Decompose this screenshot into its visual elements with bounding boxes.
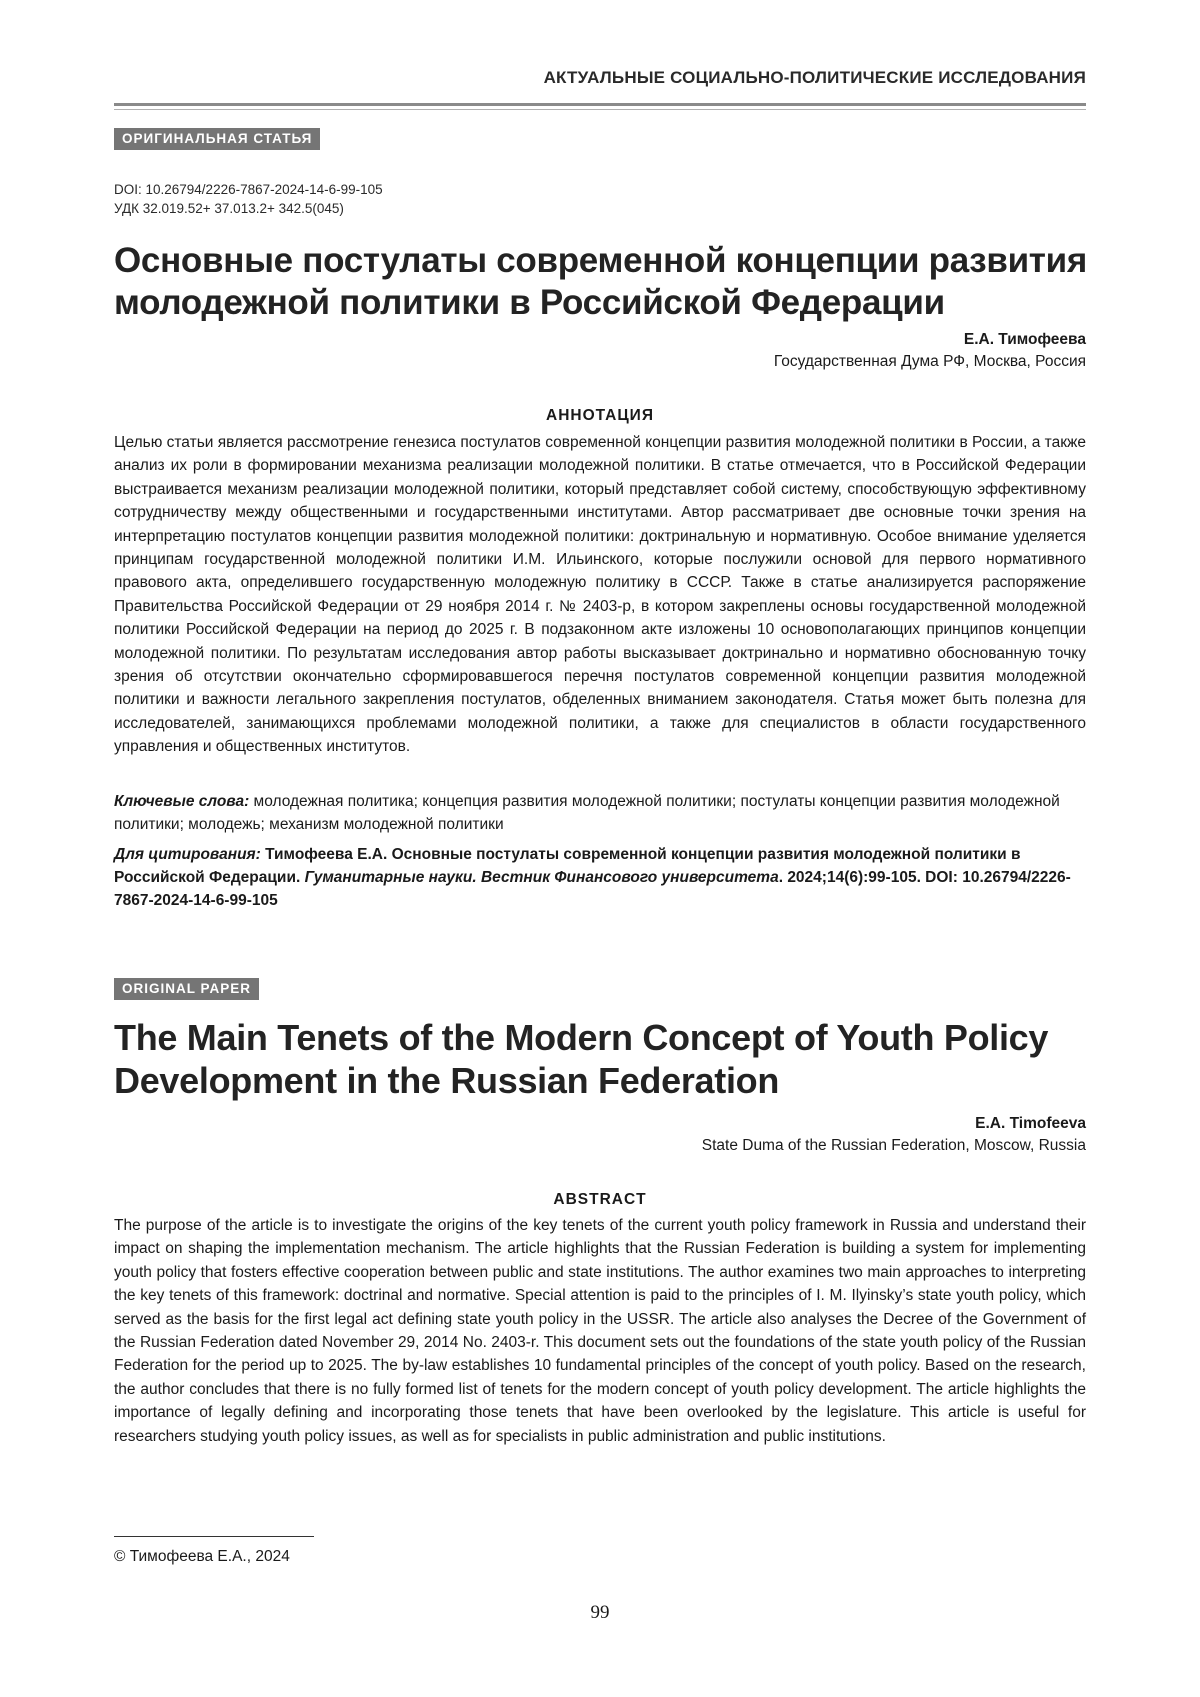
citation [114, 843, 1086, 912]
running-head: АКТУАЛЬНЫЕ СОЦИАЛЬНО-ПОЛИТИЧЕСКИЕ ИССЛЕДОВАНИЯ [543, 68, 1086, 87]
author-affiliation-ru: Государственная Дума РФ, Москва, Россия [773, 353, 1086, 370]
abstract-en: The purpose of the article is to investigate the origins of the key tenets of the current youth policy framework in Russia and understand their impact on shaping the implementation mechanism. The article highlights that the Russian Federation is building a system for implementing youth policy that fosters effective cooperation between public and state institutions. The author examines two main approaches to interpreting the key tenets of this framework: doctrinal and normative. Special attention is paid to the principles of I. M. Ilyinsky’s state youth policy, which served as the basis for the first legal act defining state youth policy in the USSR. The article also analyses the Decree of the Government of the Russian Federation dated November 29, 2014 No. 2403-r. This document sets out the foundations of the state youth policy of the Russian Federation for the period up to 2025. The by-law establishes 10 fundamental principles of the concept of youth policy. Based on the research, the author concludes that there is no fully formed list of tenets for the modern concept of youth policy development. The article highlights the importance of legally defining and incorporating those tenets that have been overlooked by the legislature. This article is useful for researchers studying youth policy issues, as well as for specialists in public administration and public institutions. [114, 1217, 1086, 1445]
keywords-label: Ключевые слова: [114, 793, 250, 810]
keywords-text: молодежная политика; концепция развития молодежной политики; постулаты концепции развития молодежной политики; молодежь; механизм молодежной политики [114, 793, 1060, 833]
article-type-badge-ru: ОРИГИНАЛЬНАЯ СТАТЬЯ [114, 128, 320, 150]
citation-authors-title: Тимофеева Е.А. Основные постулаты современной концепции развития молодежной политики в Российской Федерации. [114, 846, 1021, 886]
citation-tail: . 2024;14(6):99-105. DOI: 10.26794/2226-7867-2024-14-6-99-105 [114, 869, 1071, 909]
abstract-heading-en: ABSTRACT [553, 1191, 647, 1208]
author-block-ru [774, 329, 1086, 373]
footnote-rule [114, 1536, 314, 1537]
citation-label: Для цитирования: [114, 846, 261, 863]
author-name-ru: Е.А. Тимофеева [963, 331, 1086, 348]
abstract-heading-ru: АННОТАЦИЯ [546, 407, 654, 424]
article-title-ru: Основные постулаты современной концепции развития молодежной политики в Российской Федерации [114, 241, 1087, 322]
article-type-badge-en: ORIGINAL PAPER [114, 978, 259, 1000]
author-block-en [702, 1113, 1086, 1157]
header-rule-thin [114, 109, 1086, 110]
copyright: © Тимофеева Е.А., 2024 [114, 1548, 290, 1565]
doi: DOI: 10.26794/2226-7867-2024-14-6-99-105 [114, 182, 383, 197]
identifiers [114, 180, 383, 218]
udc: УДК 32.019.52+ 37.013.2+ 342.5(045) [114, 201, 344, 216]
author-affiliation-en: State Duma of the Russian Federation, Moscow, Russia [701, 1137, 1086, 1154]
author-name-en: E.A. Timofeeva [975, 1115, 1086, 1132]
article-title-en: The Main Tenets of the Modern Concept of Youth Policy Development in the Russian Federation [114, 1017, 1049, 1101]
header-rule [114, 103, 1086, 106]
page-number: 99 [590, 1602, 610, 1623]
keywords-ru [114, 790, 1086, 836]
abstract-ru: Целью статьи является рассмотрение генезиса постулатов современной концепции развития молодежной политики в России, а также анализ их роли в формировании механизма реализации молодежной политики. В статье отмечается, что в Российской Федерации выстраивается механизм реализации молодежной политики, который представляет собой систему, способствующую эффективному сотрудничеству между общественными и государственными институтами. Автор рассматривает две основные точки зрения на интерпретацию постулатов концепции развития молодежной политики: доктринальную и нормативную. Особое внимание уделяется принципам государственной молодежной политики И.М. Ильинского, которые послужили основой для первого нормативного правового акта, определившего государственную молодежную политику в СССР. Также в статье анализируется распоряжение Правительства Российской Федерации от 29 ноября 2014 г. № 2403-р, в котором закреплены основы государственной молодежной политики Российской Федерации на период до 2025 г. В подзаконном акте изложены 10 основополагающих принципов концепции молодежной политики. По результатам исследования автор работы высказывает доктринально и нормативно обоснованную точку зрения об отсутствии окончательно сформировавшегося перечня постулатов современной концепции развития молодежной политики и важности легального закрепления постулатов, обделенных вниманием законодателя. Статья может быть полезна для исследователей, занимающихся проблемами молодежной политики, а также для специалистов в области государственного управления и общественных институтов. [114, 434, 1086, 756]
citation-journal: Гуманитарные науки. Вестник Финансового университета [304, 869, 779, 886]
